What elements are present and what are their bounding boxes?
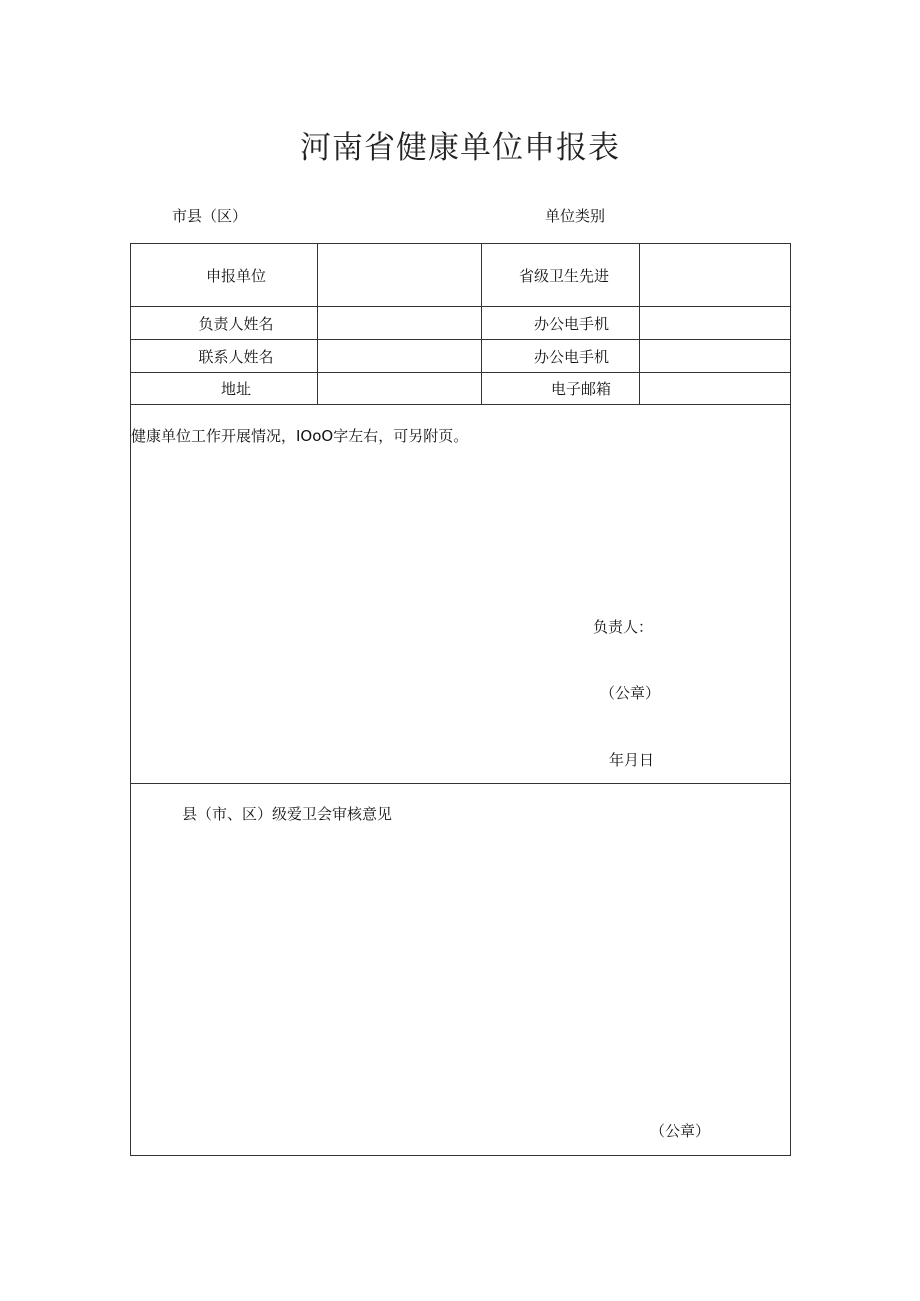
review-seal-label: （公章）: [650, 1122, 711, 1140]
person-in-charge-name-field[interactable]: [318, 307, 482, 340]
office-phone-field[interactable]: [640, 307, 791, 340]
table-row: [131, 784, 791, 1156]
work-seal-label: （公章）: [600, 684, 661, 702]
person-in-charge-name-label: 负责人姓名: [131, 307, 318, 340]
review-opinion-section[interactable]: [131, 784, 791, 1156]
provincial-health-advanced-label: 省级卫生先进: [482, 244, 640, 307]
form-title: 河南省健康单位申报表: [300, 130, 620, 166]
table-row: [131, 340, 791, 373]
application-form-table: [130, 243, 791, 1156]
office-phone-label: 办公电手机: [482, 307, 640, 340]
table-row: [131, 307, 791, 340]
address-field[interactable]: [318, 373, 482, 405]
email-field[interactable]: [640, 373, 791, 405]
contact-person-name-field[interactable]: [318, 340, 482, 373]
unit-category-label: 单位类别: [545, 207, 606, 225]
contact-office-phone-label: 办公电手机: [482, 340, 640, 373]
table-row: [131, 244, 791, 307]
city-county-label: 市县（区）: [172, 207, 248, 225]
contact-person-name-label: 联系人姓名: [131, 340, 318, 373]
applicant-unit-label: 申报单位: [131, 244, 318, 307]
address-label: 地址: [131, 373, 318, 405]
applicant-unit-field[interactable]: [318, 244, 482, 307]
contact-office-phone-field[interactable]: [640, 340, 791, 373]
signer-label: 负责人：: [593, 618, 654, 636]
review-opinion-heading: 县（市、区）级爱卫会审核意见: [182, 805, 393, 823]
email-label: 电子邮箱: [482, 373, 640, 405]
provincial-health-advanced-field[interactable]: [640, 244, 791, 307]
date-label: 年月日: [609, 751, 655, 769]
table-row: [131, 373, 791, 405]
work-status-section[interactable]: [131, 405, 791, 784]
table-row: [131, 405, 791, 784]
work-status-heading: 健康单位工作开展情况，IOoO字左右，可另附页。: [131, 427, 469, 445]
